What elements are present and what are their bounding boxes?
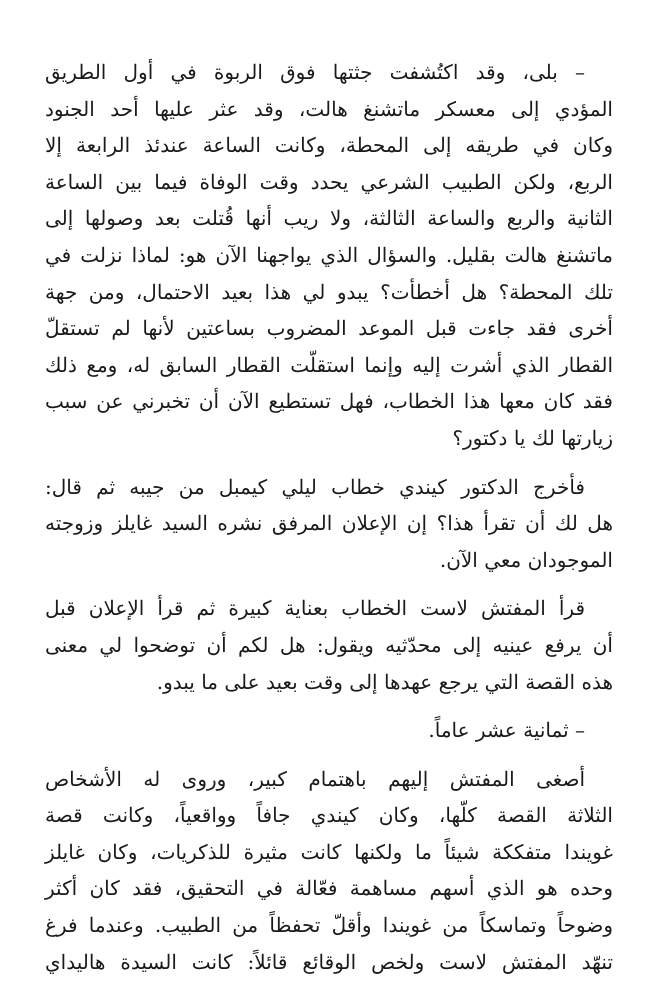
paragraph-gap	[45, 457, 613, 469]
text-line: قرأ المفتش لاست الخطاب بعناية كبيرة ثم قرأ الإعلان قبل	[45, 596, 585, 621]
text-line: هذه القصة التي يرجع عهدها إلى وقت بعيد على ما يبدو.	[156, 669, 613, 694]
text-line: تلك المحطة؟ هل أخطأت؟ يبدو لي هذا بعيد الاحتمال، ومن جهة	[45, 279, 613, 304]
text-line: تنهّد المفتش لاست ولخص الوقائع قائلاً: كانت السيدة هاليداي	[45, 949, 613, 974]
paragraph-dialogue	[45, 712, 613, 749]
text-line: ماتشنغ هالت بقليل. والسؤال الذي يواجهنا الآن هو: لماذا نزلت في	[45, 242, 613, 267]
text-line: فأخرج الدكتور كيندي خطاب ليلي كيمبل من جيبه ثم قال:	[45, 474, 585, 499]
text-line: الموجودان معي الآن.	[439, 547, 613, 572]
text-line: الثلاثة القصة كلّها، وكان كيندي جافاً وواقعياً، وكانت قصة	[45, 803, 613, 828]
text-line: وكان في طريقه إلى المحطة، وكانت الساعة عندئذ الرابعة إلا	[45, 133, 613, 158]
paragraph-body-4	[45, 761, 613, 981]
text-line: أخرى فقد جاءت قبل الموعد المضروب بساعتين لأنها لم تستقلّ	[45, 316, 613, 341]
text-line: الربع، ولكن الطبيب الشرعي يحدد وقت الوفاة فيما بين الساعة	[45, 169, 613, 194]
text-line: الثانية والربع والساعة الثالثة، ولا ريب أنها قُتلت بعد وصولها إلى	[45, 206, 613, 231]
text-line: أن يرفع عينيه إلى محدّثيه ويقول: هل لكم أن توضحوا لي معنى	[45, 632, 613, 657]
text-line: وحده هو الذي أسهم مساهمة فعّالة في التحقيق، فقد كان أكثر	[45, 876, 613, 901]
paragraph-body-1	[45, 54, 613, 457]
text-line: زيارتها لك يا دكتور؟	[452, 425, 613, 450]
text-line: فقد كان معها هذا الخطاب، فهل تستطيع الآن أن تخبرني عن سبب	[45, 389, 613, 414]
paragraph-body-2	[45, 469, 613, 579]
text-line: – بلى، وقد اكتُشفت جثتها فوق الربوة في أول الطريق	[45, 60, 585, 84]
text-line: وضوحاً وتماسكاً من غويندا وأقلّ تحفظاً من الطبيب. وعندما فرغ	[45, 913, 613, 938]
book-page	[45, 54, 613, 980]
paragraph-gap	[45, 749, 613, 761]
paragraph-gap	[45, 578, 613, 590]
text-line: – ثمانية عشر عاماً.	[428, 718, 585, 743]
text-line: غويندا متفككة شيئاً ما ولكنها كانت مثيرة للذكريات، وكان غايلز	[45, 839, 613, 864]
text-line: هل لك أن تقرأ هذا؟ إن الإعلان المرفق نشره السيد غايلز وزوجته	[45, 511, 613, 536]
text-line: المؤدي إلى معسكر ماتشنغ هالت، وقد عثر عليها أحد الجنود	[45, 96, 613, 121]
paragraph-gap	[45, 700, 613, 712]
paragraph-body-3	[45, 590, 613, 700]
text-line: أصغى المفتش إليهم باهتمام كبير، وروى له الأشخاص	[45, 766, 585, 791]
text-line: القطار الذي أشرت إليه وإنما استقلّت القطار السابق له، ومع ذلك	[45, 352, 613, 377]
